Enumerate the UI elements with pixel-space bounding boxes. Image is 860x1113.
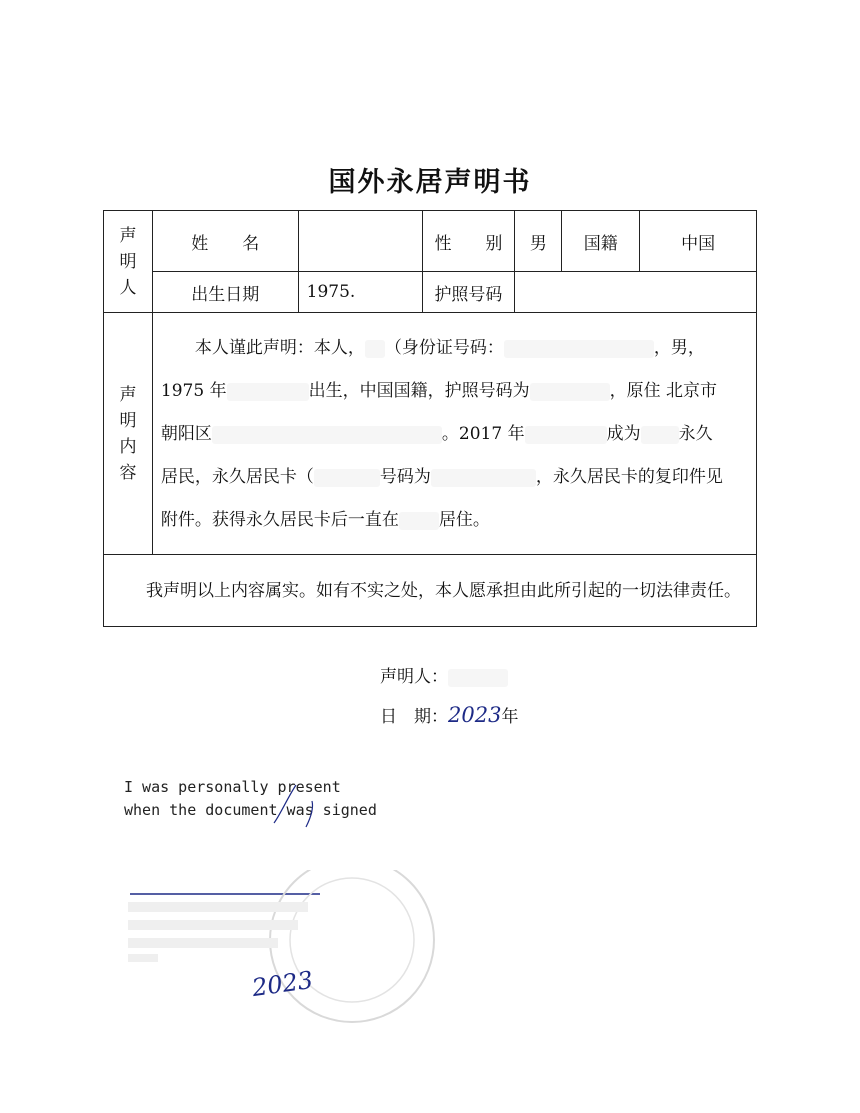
gender-label: 性 别	[422, 211, 515, 272]
declarant-section-label: 声明人	[104, 211, 153, 313]
date-line: 日 期：2023年	[380, 703, 519, 727]
notary-seal	[120, 870, 450, 1050]
notary-stamp-area	[120, 870, 450, 1050]
dob-value: 1975.	[298, 272, 422, 313]
name-value	[298, 211, 422, 272]
declaration-statement: 我声明以上内容属实。如有不实之处，本人愿承担由此所引起的一切法律责任。	[104, 555, 757, 627]
nationality-value: 中国	[640, 211, 757, 272]
gender-value: 男	[515, 211, 562, 272]
content-section-label: 声明内容	[104, 313, 153, 555]
handwritten-date: 2023	[448, 703, 502, 727]
dob-label: 出生日期	[152, 272, 298, 313]
declaration-content: 本人谨此声明：本人， （身份证号码： ，男， 1975 年 出生，中国国籍，护照号码为 ，原住 北京市 朝阳区 。2017 年 成为 永久 居民，永久居民卡（ 号码为 ，永久居民卡的复印件见 附件。获得永久居民卡后一直在 居住。	[152, 313, 756, 555]
nationality-label: 国籍	[562, 211, 640, 272]
handwritten-year: 2023	[250, 965, 315, 1003]
declarant-signature-line: 声明人：	[380, 662, 508, 687]
declaration-form-table	[103, 210, 757, 627]
notary-attestation: I was personally present when the document was signed	[124, 778, 377, 819]
passport-value	[515, 272, 757, 313]
name-label: 姓 名	[152, 211, 298, 272]
document-title: 国外永居声明书	[328, 167, 532, 198]
handwritten-mark	[250, 775, 330, 835]
passport-label: 护照号码	[422, 272, 515, 313]
